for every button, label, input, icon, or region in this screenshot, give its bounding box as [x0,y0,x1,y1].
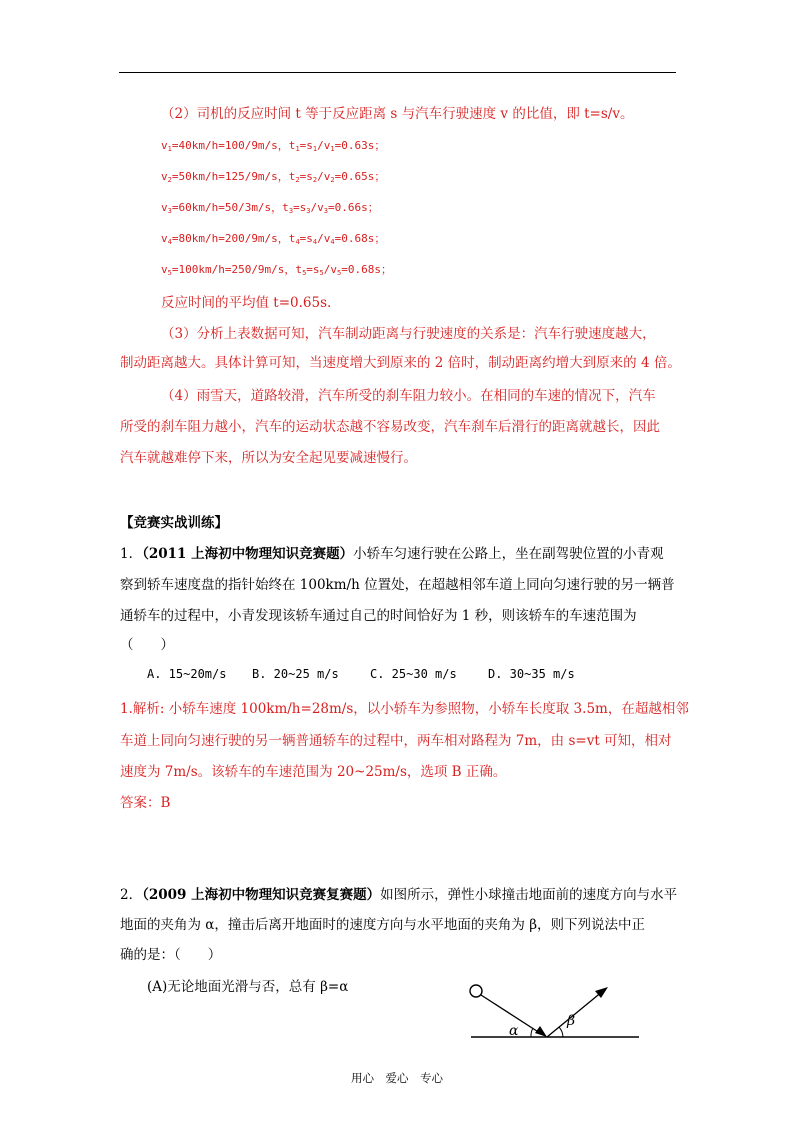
q2-line3: 确的是：（ ） [120,947,222,963]
formula-text: /v [323,263,337,276]
formula-text: =0.66s； [327,201,379,214]
formula-text: =s [299,139,313,152]
bounce-diagram [463,975,643,1045]
formula-text: =0.68s； [341,263,392,276]
q1-line1 [120,542,664,562]
formula-text: =40km/h=100/9m/s，t [171,139,296,152]
formula-text: =100km/h=250/9m/s，t [171,263,303,276]
q1-option-b: B. 20~25 m/s [252,667,339,681]
formula-v: v [161,170,168,183]
part4-line2: 所受的刹车阻力越小，汽车的运动状态越不容易改变，汽车刹车后滑行的距离就越长，因此 [120,419,660,435]
formula-sub: 4 [330,238,335,246]
beta-label: β [567,1013,576,1029]
formula-sub: 5 [302,269,307,277]
q1-answer: 答案：B [120,795,171,811]
q1-line2: 察到轿车速度盘的指针始终在 100km/h 位置处，在超越相邻车道上同向匀速行驶的另一辆普 [120,577,675,593]
formula-text: =s [299,232,313,245]
formula-text: /v [317,232,331,245]
formula-v: v [161,201,168,214]
formula-text: /v [310,201,324,214]
q1-option-a: A. 15~20m/s [147,667,227,681]
formula-sub: 3 [323,207,328,215]
formula-sub: 3 [167,207,172,215]
formula-sub: 1 [330,145,335,153]
formula-sub: 4 [295,238,300,246]
formula-sub: 1 [167,145,172,153]
formula-sub: 5 [167,269,172,277]
q1-line3: 通轿车的过程中，小青发现该轿车通过自己的时间恰好为 1 秒，则该轿车的车速范围为 [120,608,637,624]
formula-line [161,230,385,246]
q1-line4: （ ） [120,637,174,653]
formula-text: =50km/h=125/9m/s，t [171,170,296,183]
formula-sub: 4 [167,238,172,246]
beta-arc [559,1027,563,1037]
part2-average: 反应时间的平均值 t=0.65s. [161,295,332,311]
q2-source: （2009 上海初中物理知识竞赛复赛题） [142,887,381,903]
formula-line [161,261,392,277]
ball-icon [470,985,482,997]
header-rule [119,72,676,73]
incoming-arrowhead-icon [535,1026,547,1037]
q1-solution-line2: 车道上同向匀速行驶的另一辆普通轿车的过程中，两车相对路程为 7m，由 s=vt 可知，相对 [120,733,672,749]
formula-sub: 2 [330,176,335,184]
q1-source: （2011 上海初中物理知识竞赛题） [142,546,354,562]
formula-text: =s [293,201,307,214]
formula-line [161,137,385,153]
page-footer: 用心 爱心 专心 [351,1071,443,1085]
q1-line1-text: 小轿车匀速行驶在公路上，坐在副驾驶位置的小青观 [353,546,664,562]
q2-line2: 地面的夹角为 α，撞击后离开地面时的速度方向与水平地面的夹角为 β，则下列说法中正 [120,917,646,933]
formula-sub: 4 [312,238,318,246]
formula-text: =0.65s； [334,170,386,183]
formula-sub: 5 [319,269,324,277]
q2-line1-text: 如图所示，弹性小球撞击地面前的速度方向与水平 [380,887,678,903]
part2-intro: （2）司机的反应时间 t 等于反应距离 s 与汽车行驶速度 v 的比值，即 t=s/v。 [161,106,634,122]
formula-text: =80km/h=200/9m/s，t [171,232,296,245]
alpha-label: α [509,1023,519,1039]
part4-line3: 汽车就越难停下来，所以为安全起见要减速慢行。 [120,450,417,466]
formula-sub: 1 [312,145,318,153]
formula-sub: 2 [167,176,172,184]
formula-text: =60km/h=50/3m/s，t [171,201,289,214]
part3-line2: 制动距离越大。具体计算可知，当速度增大到原来的 2 倍时，制动距离约增大到原来的 4 倍。 [120,355,681,371]
formula-sub: 1 [295,145,300,153]
part3-line1: （3）分析上表数据可知，汽车制动距离与行驶速度的关系是：汽车行驶速度越大， [161,326,656,342]
q2-option-a: (A)无论地面光滑与否，总有 β=α [147,979,349,995]
formula-sub: 2 [295,176,300,184]
q1-solution-line1: 1.解析: 小轿车速度 100km/h=28m/s，以小轿车为参照物，小轿车长度取 3.5m，在超越相邻 [120,701,689,717]
formula-text: =s [299,170,313,183]
formula-text: =s [306,263,320,276]
q2-line1 [120,883,677,903]
formula-v: v [161,263,168,276]
formula-sub: 3 [288,207,294,215]
formula-text: /v [317,139,331,152]
formula-text: /v [317,170,331,183]
formula-sub: 5 [337,269,342,277]
formula-v: v [161,232,168,245]
formula-sub: 3 [306,207,311,215]
part4-line1: （4）雨雪天，道路较滑，汽车所受的刹车阻力较小。在相同的车速的情况下，汽车 [161,388,656,404]
q1-solution-line3: 速度为 7m/s。该轿车的车速范围为 20~25m/s，选项 B 正确。 [120,764,507,780]
formula-line [161,199,379,215]
alpha-arc [531,1028,533,1037]
q1-option-d: D. 30~35 m/s [488,667,575,681]
q1-number: 1． [120,546,143,562]
formula-text: =0.63s； [334,139,386,152]
q1-option-c: C. 25~30 m/s [370,667,457,681]
formula-text: =0.68s； [334,232,386,245]
formula-v: v [161,139,168,152]
q2-number: 2． [120,887,143,903]
section-title: 【竞赛实战训练】 [120,515,228,531]
formula-line [161,168,385,184]
formula-sub: 2 [312,176,318,184]
